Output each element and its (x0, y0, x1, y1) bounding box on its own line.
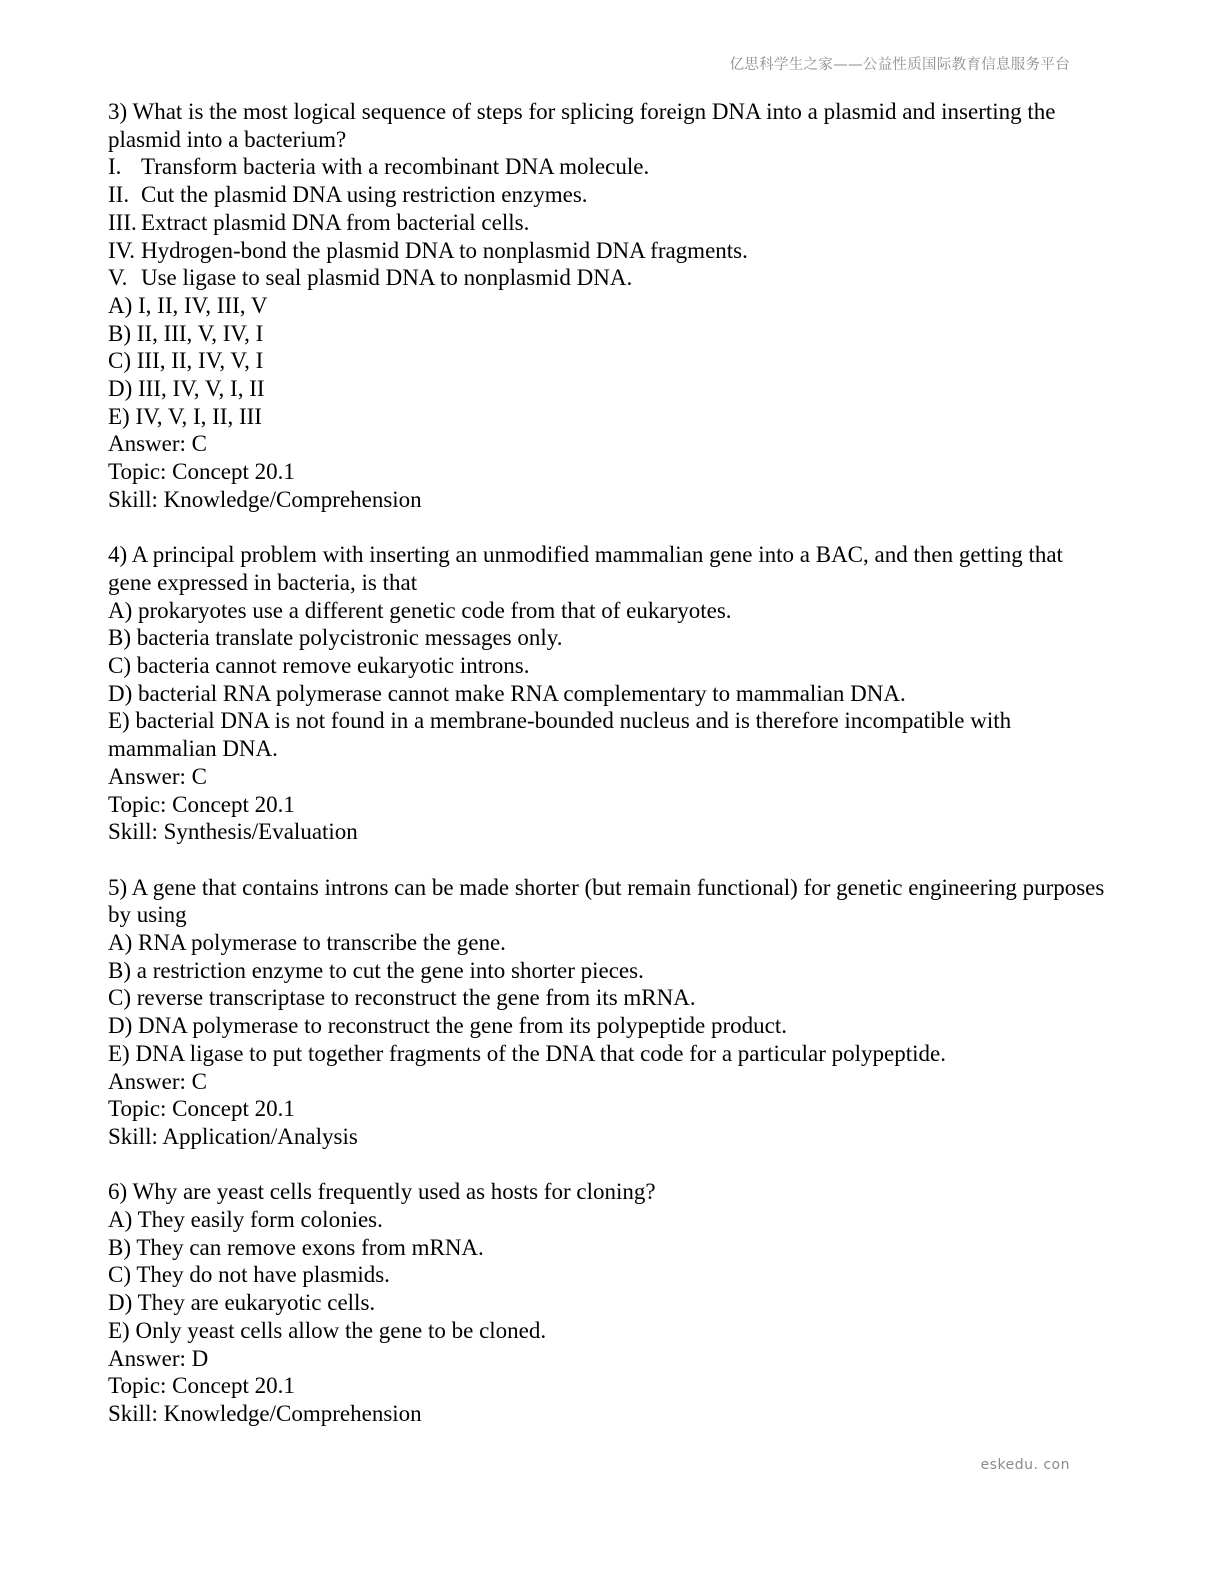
answer-option: D) DNA polymerase to reconstruct the gene from its polypeptide product. (108, 1013, 787, 1039)
step-number: II. (108, 182, 130, 208)
answer-option: E) bacterial DNA is not found in a membrane-bounded nucleus and is therefore incompatible with mammalian DNA. (108, 708, 1012, 762)
question-stem: 4) A principal problem with inserting an unmodified mammalian gene into a BAC, and then getting that gene expressed in bacteria, is that (108, 542, 1063, 595)
topic-label: Topic: Concept 20.1 (108, 1096, 295, 1122)
question-3 (108, 98, 1108, 514)
topic-label: Topic: Concept 20.1 (108, 791, 295, 817)
question-stem: 3) What is the most logical sequence of steps for splicing foreign DNA into a plasmid and inserting the plasmid into a bacterium? (108, 99, 1056, 152)
question-4 (108, 541, 1108, 846)
skill-label: Skill: Knowledge/Comprehension (108, 486, 422, 512)
answer-option: D) III, IV, V, I, II (108, 376, 265, 402)
step-item (108, 237, 1108, 265)
step-number: IV. (108, 237, 136, 263)
answer-option: D) bacterial RNA polymerase cannot make RNA complementary to mammalian DNA. (108, 680, 906, 706)
step-text: Extract plasmid DNA from bacterial cells. (141, 209, 530, 235)
step-text: Cut the plasmid DNA using restriction enzymes. (141, 182, 588, 208)
document-body (108, 98, 1108, 1428)
answer-option: D) They are eukaryotic cells. (108, 1290, 376, 1316)
step-number: V. (108, 265, 128, 291)
step-text: Use ligase to seal plasmid DNA to nonplasmid DNA. (141, 265, 633, 291)
skill-label: Skill: Synthesis/Evaluation (108, 819, 358, 845)
answer-option: B) bacteria translate polycistronic messages only. (108, 625, 563, 651)
step-item (108, 153, 1108, 181)
step-item (108, 181, 1108, 209)
answer-option: B) They can remove exons from mRNA. (108, 1234, 484, 1260)
step-item (108, 209, 1108, 237)
answer-option: B) a restriction enzyme to cut the gene into shorter pieces. (108, 957, 644, 983)
answer-option: A) prokaryotes use a different genetic code from that of eukaryotes. (108, 597, 732, 623)
answer-option: A) I, II, IV, III, V (108, 292, 268, 318)
answer-option: B) II, III, V, IV, I (108, 320, 264, 346)
question-5 (108, 874, 1108, 1151)
page-footer: eskedu. con (980, 1457, 1070, 1473)
topic-label: Topic: Concept 20.1 (108, 459, 295, 485)
answer-option: C) bacteria cannot remove eukaryotic introns. (108, 653, 530, 679)
answer-option: E) IV, V, I, II, III (108, 403, 262, 429)
answer-option: E) DNA ligase to put together fragments of the DNA that code for a particular polypeptide. (108, 1040, 946, 1066)
step-number: I. (108, 154, 122, 180)
skill-label: Skill: Application/Analysis (108, 1123, 358, 1149)
answer-option: C) III, II, IV, V, I (108, 348, 264, 374)
step-number: III. (108, 209, 137, 235)
answer-key: Answer: C (108, 431, 208, 457)
answer-key: Answer: C (108, 1068, 208, 1094)
page-header: 亿思科学生之家——公益性质国际教育信息服务平台 (729, 57, 1070, 73)
question-6 (108, 1178, 1108, 1427)
answer-key: Answer: C (108, 763, 208, 789)
step-item (108, 264, 1108, 292)
answer-option: E) Only yeast cells allow the gene to be cloned. (108, 1317, 547, 1343)
step-text: Transform bacteria with a recombinant DNA molecule. (141, 154, 650, 180)
answer-option: C) They do not have plasmids. (108, 1262, 390, 1288)
answer-option: C) reverse transcriptase to reconstruct the gene from its mRNA. (108, 985, 696, 1011)
question-stem: 5) A gene that contains introns can be made shorter (but remain functional) for genetic engineering purposes by using (108, 874, 1105, 928)
answer-key: Answer: D (108, 1345, 209, 1371)
skill-label: Skill: Knowledge/Comprehension (108, 1401, 422, 1426)
step-text: Hydrogen-bond the plasmid DNA to nonplasmid DNA fragments. (141, 237, 748, 263)
question-stem: 6) Why are yeast cells frequently used as hosts for cloning? (108, 1179, 656, 1205)
answer-option: A) They easily form colonies. (108, 1207, 383, 1233)
topic-label: Topic: Concept 20.1 (108, 1373, 295, 1399)
answer-option: A) RNA polymerase to transcribe the gene. (108, 930, 506, 956)
